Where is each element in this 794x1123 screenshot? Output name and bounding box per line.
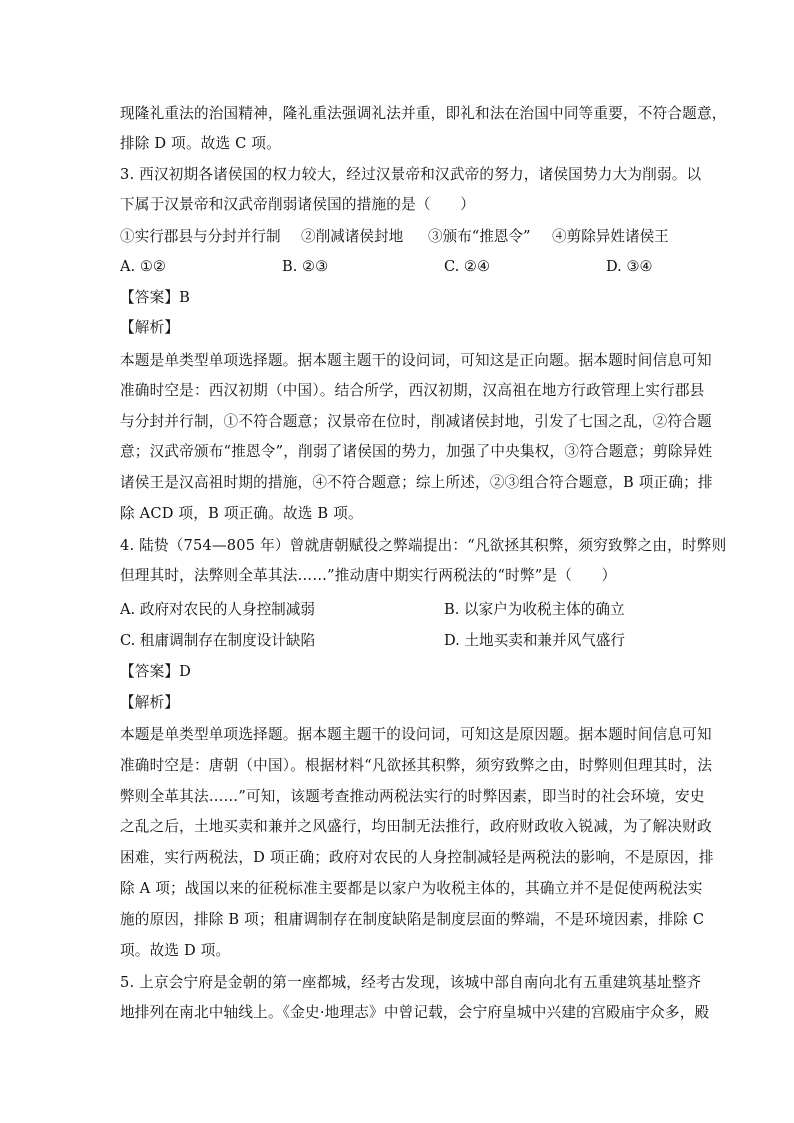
- q4-analysis-label: 【解析】: [120, 694, 180, 711]
- q3-answer: 【答案】B: [120, 289, 191, 306]
- q3-analysis-line: 与分封并行制，①不符合题意；汉景帝在位时，削减诸侯封地，引发了七国之乱，②符合题: [120, 413, 712, 430]
- q4-analysis-line: 项。故选 D 项。: [120, 942, 231, 959]
- question-3-stem: 下属于汉景帝和汉武帝削弱诸侯国的措施的是（ ）: [120, 196, 476, 213]
- q4-analysis-line: 准确时空是：唐朝（中国）。根据材料“凡欲拯其积弊，须穷致弊之由，时弊则但理其时，法: [120, 757, 713, 774]
- q4-option-c: C. 租庸调制存在制度设计缺陷: [120, 632, 316, 649]
- q3-option-b: B. ②③: [282, 258, 329, 275]
- q4-analysis-line: 之乱之后，土地买卖和兼并之风盛行，均田制无法推行，政府财政收入锐减，为了解决财政: [120, 818, 712, 835]
- q4-option-d: D. 土地买卖和兼并风气盛行: [444, 632, 625, 649]
- q3-analysis-line: 除 ACD 项，B 项正确。故选 B 项。: [120, 505, 363, 522]
- q3-item-4: ④剪除异姓诸侯王: [552, 228, 669, 245]
- q4-option-a: A. 政府对农民的人身控制减弱: [120, 601, 315, 618]
- paragraph-line: 现隆礼重法的治国精神，隆礼重法强调礼法并重，即礼和法在治国中同等重要，不符合题意，: [120, 105, 727, 122]
- paragraph-line: 排除 D 项。故选 C 项。: [120, 135, 281, 152]
- q4-analysis-line: 除 A 项；战国以来的征税标准主要都是以家户为收税主体的，其确立并不是促使两税法实: [120, 880, 703, 897]
- q3-analysis-label: 【解析】: [120, 319, 180, 336]
- q4-analysis-line: 本题是单类型单项选择题。据本题主题干的设问词，可知这是原因题。据本题时间信息可知: [120, 726, 712, 743]
- q3-analysis-line: 本题是单类型单项选择题。据本题主题干的设问词，可知这是正向题。据本题时间信息可知: [120, 352, 712, 369]
- q3-analysis-line: 诸侯王是汉高祖时期的措施，④不符合题意；综上所述，②③组合符合题意，B 项正确；排: [120, 474, 713, 491]
- q4-analysis-line: 弊则全革其法……”可知，该题考查推动两税法实行的时弊因素，即当时的社会环境，安史: [120, 788, 705, 805]
- q4-analysis-line: 困难，实行两税法，D 项正确；政府对农民的人身控制减轻是两税法的影响，不是原因，排: [120, 849, 714, 866]
- q3-option-c: C. ②④: [444, 258, 491, 275]
- q3-analysis-line: 意；汉武帝颁布“推恩令”，削弱了诸侯国的势力，加强了中央集权，③符合题意；剪除异姓: [120, 443, 713, 460]
- q4-option-b: B. 以家户为收税主体的确立: [444, 601, 625, 618]
- q4-answer: 【答案】D: [120, 663, 192, 680]
- q3-analysis-line: 准确时空是：西汉初期（中国）。结合所学，西汉初期，汉高祖在地方行政管理上实行郡县: [120, 382, 705, 399]
- q3-option-d: D. ③④: [606, 258, 653, 275]
- question-4-stem: 4. 陆贽（754—805 年）曾就唐朝赋役之弊端提出：“凡欲拯其积弊，须穷致弊之由，时弊则: [120, 537, 727, 554]
- question-4-stem: 但理其时，法弊则全革其法……”推动唐中期实行两税法的“时弊”是（ ）: [120, 567, 617, 584]
- q3-item-1: ①实行郡县与分封并行制: [120, 228, 281, 245]
- question-3-stem: 3. 西汉初期各诸侯国的权力较大，经过汉景帝和汉武帝的努力，诸侯国势力大为削弱。以: [120, 166, 702, 183]
- q4-analysis-line: 施的原因，排除 B 项；租庸调制存在制度缺陷是制度层面的弊端，不是环境因素，排除 C: [120, 911, 705, 928]
- q3-item-3: ③颁布“推恩令”: [428, 228, 531, 245]
- question-5-stem: 地排列在南北中轴线上。《金史·地理志》中曾记载，会宁府皇城中兴建的宫殿庙宇众多，殿: [120, 1004, 710, 1021]
- q3-item-2: ②削减诸侯封地: [301, 228, 404, 245]
- question-5-stem: 5. 上京会宁府是金朝的第一座都城，经考古发现，该城中部自南向北有五重建筑基址整齐: [120, 974, 702, 991]
- q3-option-a: A. ①②: [120, 258, 166, 275]
